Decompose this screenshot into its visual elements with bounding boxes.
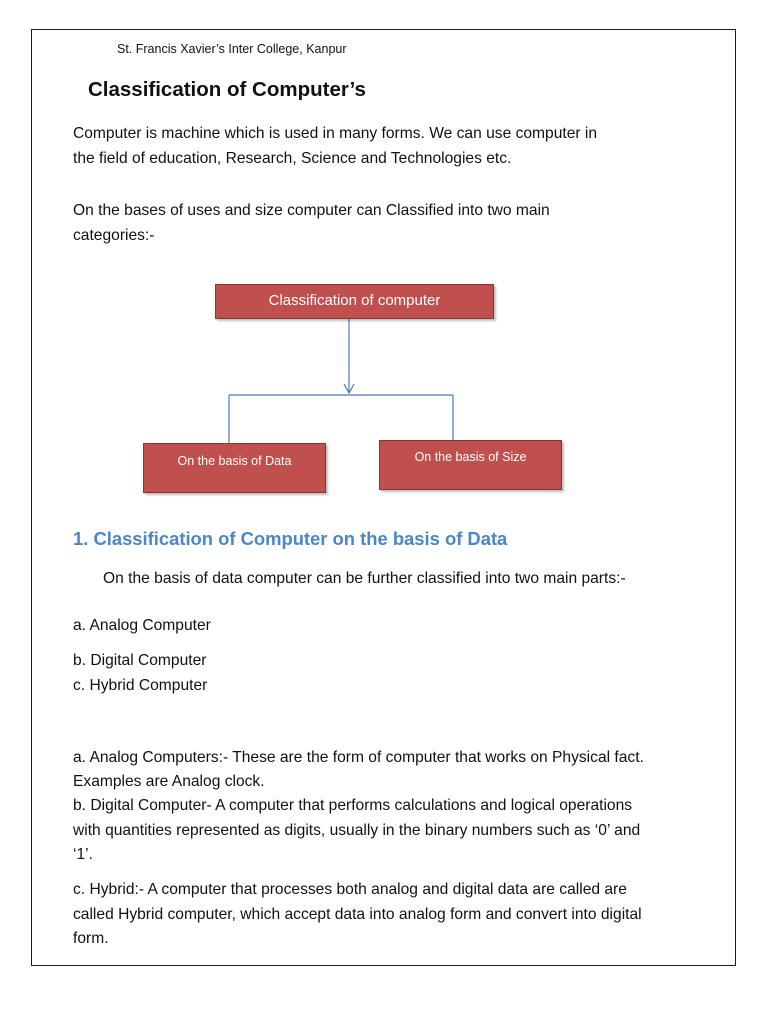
- diagram-data-box: On the basis of Data: [143, 443, 326, 493]
- digital-desc-line-1: b. Digital Computer- A computer that performs calculations and logical operations: [73, 797, 633, 814]
- digital-desc-line-3: ‘1’.: [73, 846, 93, 863]
- intro-line-1: Computer is machine which is used in many forms. We can use computer in: [73, 125, 598, 142]
- list-item-hybrid: c. Hybrid Computer: [73, 677, 208, 694]
- hybrid-desc-line-1: c. Hybrid:- A computer that processes both analog and digital data are called are: [73, 881, 627, 898]
- section-lead: On the basis of data computer can be further classified into two main parts:-: [103, 570, 626, 587]
- digital-desc-line-2: with quantities represented as digits, usually in the binary numbers such as ‘0’ and: [73, 822, 641, 839]
- analog-desc-line-1: a. Analog Computers:- These are the form of computer that works on Physical fact.: [73, 749, 644, 766]
- diagram-root-box: Classification of computer: [215, 284, 494, 319]
- hybrid-desc-line-2: called Hybrid computer, which accept data into analog form and convert into digital: [73, 906, 642, 923]
- intro-line-3: On the bases of uses and size computer can Classified into two main: [73, 202, 550, 219]
- diagram-size-box: On the basis of Size: [379, 440, 562, 490]
- section-heading: 1. Classification of Computer on the basis of Data: [73, 528, 508, 549]
- school-name: St. Francis Xavier’s Inter College, Kanpur: [117, 42, 347, 56]
- list-item-digital: b. Digital Computer: [73, 652, 207, 669]
- hybrid-desc-line-3: form.: [73, 930, 109, 947]
- intro-line-2: the field of education, Research, Science and Technologies etc.: [73, 150, 512, 167]
- intro-line-4: categories:-: [73, 227, 155, 244]
- page-title: Classification of Computer’s: [88, 78, 366, 101]
- list-item-analog: a. Analog Computer: [73, 617, 211, 634]
- analog-desc-line-2: Examples are Analog clock.: [73, 773, 265, 790]
